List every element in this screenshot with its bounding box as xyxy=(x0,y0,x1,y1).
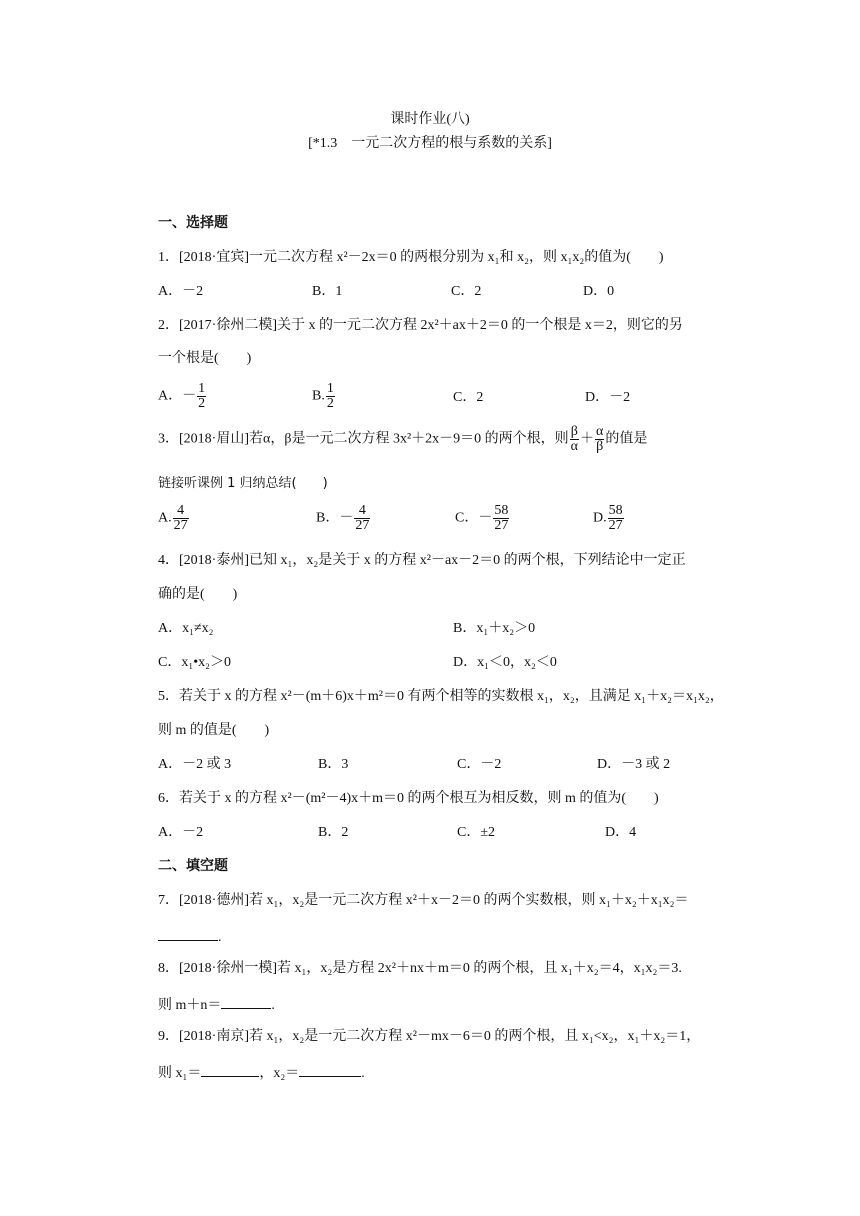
q6-option-c: C．±2 xyxy=(457,825,496,840)
q3-stem-post: 的值是 xyxy=(605,431,648,447)
q2-option-b-prefix: B. xyxy=(312,388,325,404)
q5-option-c: C．－2 xyxy=(457,757,502,772)
denominator: 27 xyxy=(494,518,509,533)
answer-blank-x1[interactable] xyxy=(201,1062,259,1077)
numerator: 58 xyxy=(608,503,623,518)
q5-option-b: B．3 xyxy=(318,757,349,772)
numerator: 1 xyxy=(198,381,206,396)
q3-option-c xyxy=(455,504,510,533)
question-1-stem: 1．[2018·宜宾]一元二次方程 x²－2x＝0 的两根分别为 x₁和 x₂，则 x₁x₂的值为( ) xyxy=(158,250,664,265)
q6-option-b: B．2 xyxy=(318,825,349,840)
q6-option-d: D．4 xyxy=(605,825,637,840)
question-7-stem-line1: 7．[2018·德州]若 x₁，x₂是一元二次方程 x²＋x－2＝0 的两个实数根，则 x₁＋x₂＋x₁x₂＝ xyxy=(158,893,689,908)
q1-option-a: A．－2 xyxy=(158,284,204,299)
q9-period: . xyxy=(361,1066,365,1081)
question-3-stem-line2: 链接听课例 1 归纳总结( ) xyxy=(158,476,328,491)
denominator: α xyxy=(570,439,578,454)
q2-option-a xyxy=(158,382,207,411)
q3-option-d-fraction xyxy=(608,504,624,533)
denominator: 2 xyxy=(326,396,334,411)
page-subtitle: [*1.3 一元二次方程的根与系数的关系] xyxy=(308,136,552,151)
q5-option-a: A．－2 或 3 xyxy=(158,757,232,772)
q9-stem-mid: ，x₂＝ xyxy=(259,1066,300,1081)
answer-blank[interactable] xyxy=(221,994,271,1009)
q3-option-d-prefix: D. xyxy=(593,510,607,526)
q3-option-c-prefix: C．－ xyxy=(455,510,493,526)
q4-option-c: C．x₁•x₂＞0 xyxy=(158,655,232,670)
question-8-stem-line1: 8．[2018·徐州一模]若 x₁，x₂是方程 2x²＋nx＋m＝0 的两个根，且 x₁＋x₂＝4，x₁x₂＝3. xyxy=(158,961,682,976)
denominator: 27 xyxy=(173,518,188,533)
q3-option-a-prefix: A. xyxy=(158,510,172,526)
q3-option-b-fraction xyxy=(354,504,370,533)
q7-period: . xyxy=(218,930,222,945)
q3-option-c-fraction xyxy=(493,504,509,533)
q3-fraction-beta-over-alpha xyxy=(570,425,579,454)
q3-option-b xyxy=(316,504,371,533)
q2-option-b-fraction xyxy=(326,382,335,411)
q4-option-b: B．x₁＋x₂＞0 xyxy=(453,621,536,636)
q2-option-d: D．－2 xyxy=(585,390,631,405)
answer-blank-x2[interactable] xyxy=(299,1062,361,1077)
question-4-stem-line1: 4．[2018·泰州]已知 x₁，x₂是关于 x 的方程 x²－ax－2＝0 的两个根，下列结论中一定正 xyxy=(158,553,686,568)
q8-period: . xyxy=(271,998,275,1013)
numerator: 58 xyxy=(494,503,509,518)
numerator: 1 xyxy=(326,381,334,396)
q3-option-a-fraction xyxy=(173,504,189,533)
question-6-stem: 6．若关于 x 的方程 x²－(m²－4)x＋m＝0 的两个根互为相反数，则 m 的值为( ) xyxy=(158,791,659,806)
q3-option-a xyxy=(158,504,190,533)
section-heading-fill-blank: 二、填空题 xyxy=(158,859,228,874)
denominator: 2 xyxy=(198,396,206,411)
q3-plus: ＋ xyxy=(579,431,594,447)
q1-option-c: C．2 xyxy=(451,284,482,299)
q2-option-a-prefix: A．－ xyxy=(158,388,197,404)
question-8-stem-line2 xyxy=(158,994,275,1015)
numerator: α xyxy=(595,424,604,439)
numerator: 4 xyxy=(354,504,370,519)
question-2-stem-line1: 2．[2017·徐州二模]关于 x 的一元二次方程 2x²＋ax＋2＝0 的一个根是 x＝2，则它的另 xyxy=(158,318,683,333)
q1-option-b: B．1 xyxy=(312,284,343,299)
q2-option-b xyxy=(312,382,336,411)
question-9-stem-line1: 9．[2018·南京]若 x₁，x₂是一元二次方程 x²－mx－6＝0 的两个根，且 x₁<x₂，x₁＋x₂＝1， xyxy=(158,1029,701,1044)
answer-blank[interactable] xyxy=(158,926,218,941)
q4-option-d: D．x₁＜0，x₂＜0 xyxy=(453,655,557,670)
numerator: β xyxy=(570,424,578,439)
question-2-stem-line2: 一个根是( ) xyxy=(158,351,252,366)
denominator: 27 xyxy=(355,518,370,533)
question-3-stem-line1 xyxy=(158,425,647,454)
q2-option-a-fraction xyxy=(197,382,206,411)
q8-stem-pre: 则 m＋n＝ xyxy=(158,998,222,1013)
question-4-stem-line2: 确的是( ) xyxy=(158,587,238,602)
question-5-stem-line2: 则 m 的值是( ) xyxy=(158,723,270,738)
q9-stem-pre: 则 x₁＝ xyxy=(158,1066,202,1081)
question-9-stem-line2 xyxy=(158,1062,365,1083)
denominator: β xyxy=(596,439,604,454)
q3-option-b-prefix: B．－ xyxy=(316,510,354,526)
question-5-stem-line1: 5．若关于 x 的方程 x²－(m＋6)x＋m²＝0 有两个相等的实数根 x₁，x₂，且满足 x₁＋x₂＝x₁x₂， xyxy=(158,689,724,704)
section-heading-choice: 一、选择题 xyxy=(158,216,228,231)
q1-option-d: D．0 xyxy=(583,284,615,299)
q6-option-a: A．－2 xyxy=(158,825,204,840)
q5-option-d: D．－3 或 2 xyxy=(597,757,671,772)
question-7-stem-line2 xyxy=(158,926,222,947)
page-title: 课时作业(八) xyxy=(390,112,470,127)
q3-fraction-alpha-over-beta xyxy=(595,425,604,454)
q2-option-c: C．2 xyxy=(453,390,484,405)
denominator: 27 xyxy=(608,518,623,533)
numerator: 4 xyxy=(173,504,189,519)
q4-option-a: A．x₁≠x₂ xyxy=(158,621,214,636)
q3-stem-pre: 3．[2018·眉山]若α，β是一元二次方程 3x²＋2x－9＝0 的两个根，则 xyxy=(158,431,569,447)
q3-option-d xyxy=(593,504,625,533)
